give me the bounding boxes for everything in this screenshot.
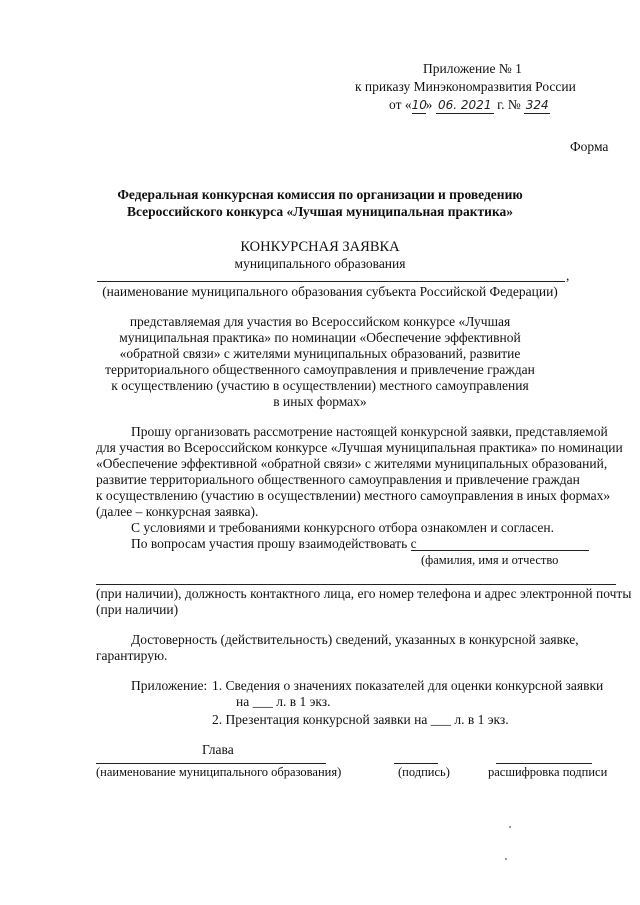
contact-caption-2: (при наличии) [96,602,179,617]
signature-mo-line [96,763,326,764]
contact-details-line [96,584,616,585]
order-date-line [389,97,550,114]
guarantee-line-2: гарантирую. [96,648,168,663]
order-reference: к приказу Минэкономразвития России [355,79,576,94]
request-line-4: развитие территориального общественного самоуправления и привлечение граждан [96,472,580,487]
signature-sign-caption: (подпись) [398,765,450,779]
contact-caption-1: (при наличии), должность контактного лица, его номер телефона и адрес электронной почты [96,586,632,601]
signature-head-label: Глава [202,742,234,757]
request-line-3: «Обеспечение эффективной «обратной связи» с жителями муниципальных образований, [96,456,608,471]
page-subtitle: муниципального образования [234,256,406,271]
commission-line-2: Всероссийского конкурса «Лучшая муниципальная практика» [126,204,514,219]
year-suffix: г. № [497,97,521,112]
scan-speck [509,826,511,828]
date-prefix: от « [389,97,412,112]
fio-caption: (фамилия, имя и отчество [421,553,559,567]
signature-sign-line [394,763,438,764]
mo-name-line [97,281,565,282]
signature-decode-line [496,763,592,764]
request-line-1: Прошу организовать рассмотрение настоящей конкурсной заявки, представляемой [131,424,608,439]
signature-decode-caption: расшифровка подписи [488,765,608,779]
appendix-label: Приложение № 1 [423,61,522,76]
agreement-line: С условиями и требованиями конкурсного отбора ознакомлен и согласен. [131,520,554,535]
contact-line: По вопросам участия прошу взаимодействовать с [131,536,417,551]
presented-line-6: в иных формах» [273,394,367,409]
attachment-2: 2. Презентация конкурсной заявки на ___ л. в 1 экз. [212,712,509,727]
attachment-1-line-1: 1. Сведения о значениях показателей для оценки конкурсной заявки [212,678,604,693]
request-line-6: (далее – конкурсная заявка). [96,504,259,519]
mo-name-caption: (наименование муниципального образования субъекта Российской Федерации) [102,284,558,299]
request-line-5: к осуществлению (участию в осуществлении) местного самоуправления в иных формах» [96,488,611,503]
commission-line-1: Федеральная конкурсная комиссия по организации и проведению [117,187,523,202]
presented-line-3: «обратной связи» с жителями муниципальных образований, развитие [119,346,521,361]
presented-line-2: муниципальная практика» по номинации «Обеспечение эффективной [119,330,521,345]
scan-speck [505,858,507,860]
presented-line-4: территориального общественного самоуправления и привлечение граждан [105,362,535,377]
page-title: КОНКУРСНАЯ ЗАЯВКА [240,239,400,255]
request-line-2: для участия во Всероссийском конкурсе «Лучшая муниципальная практика» по номинации [96,440,623,455]
signature-mo-caption: (наименование муниципального образования) [96,765,342,779]
attachment-1-line-2: на ___ л. в 1 экз. [236,694,331,709]
mo-name-comma: , [566,268,570,283]
order-month-year: 06. 2021 [436,97,494,114]
form-label: Форма [570,139,609,154]
presented-line-1: представляемая для участия во Всероссийском конкурсе «Лучшая [129,314,511,329]
order-number: 324 [525,98,549,112]
order-day: 10 [411,98,427,112]
contact-name-line [411,550,589,551]
guarantee-line-1: Достоверность (действительность) сведений, указанных в конкурсной заявке, [131,632,579,647]
date-mid: » [425,97,433,112]
presented-line-5: к осуществлению (участию в осуществлении) местного самоуправления [111,378,529,393]
attachments-label: Приложение: [131,678,208,693]
